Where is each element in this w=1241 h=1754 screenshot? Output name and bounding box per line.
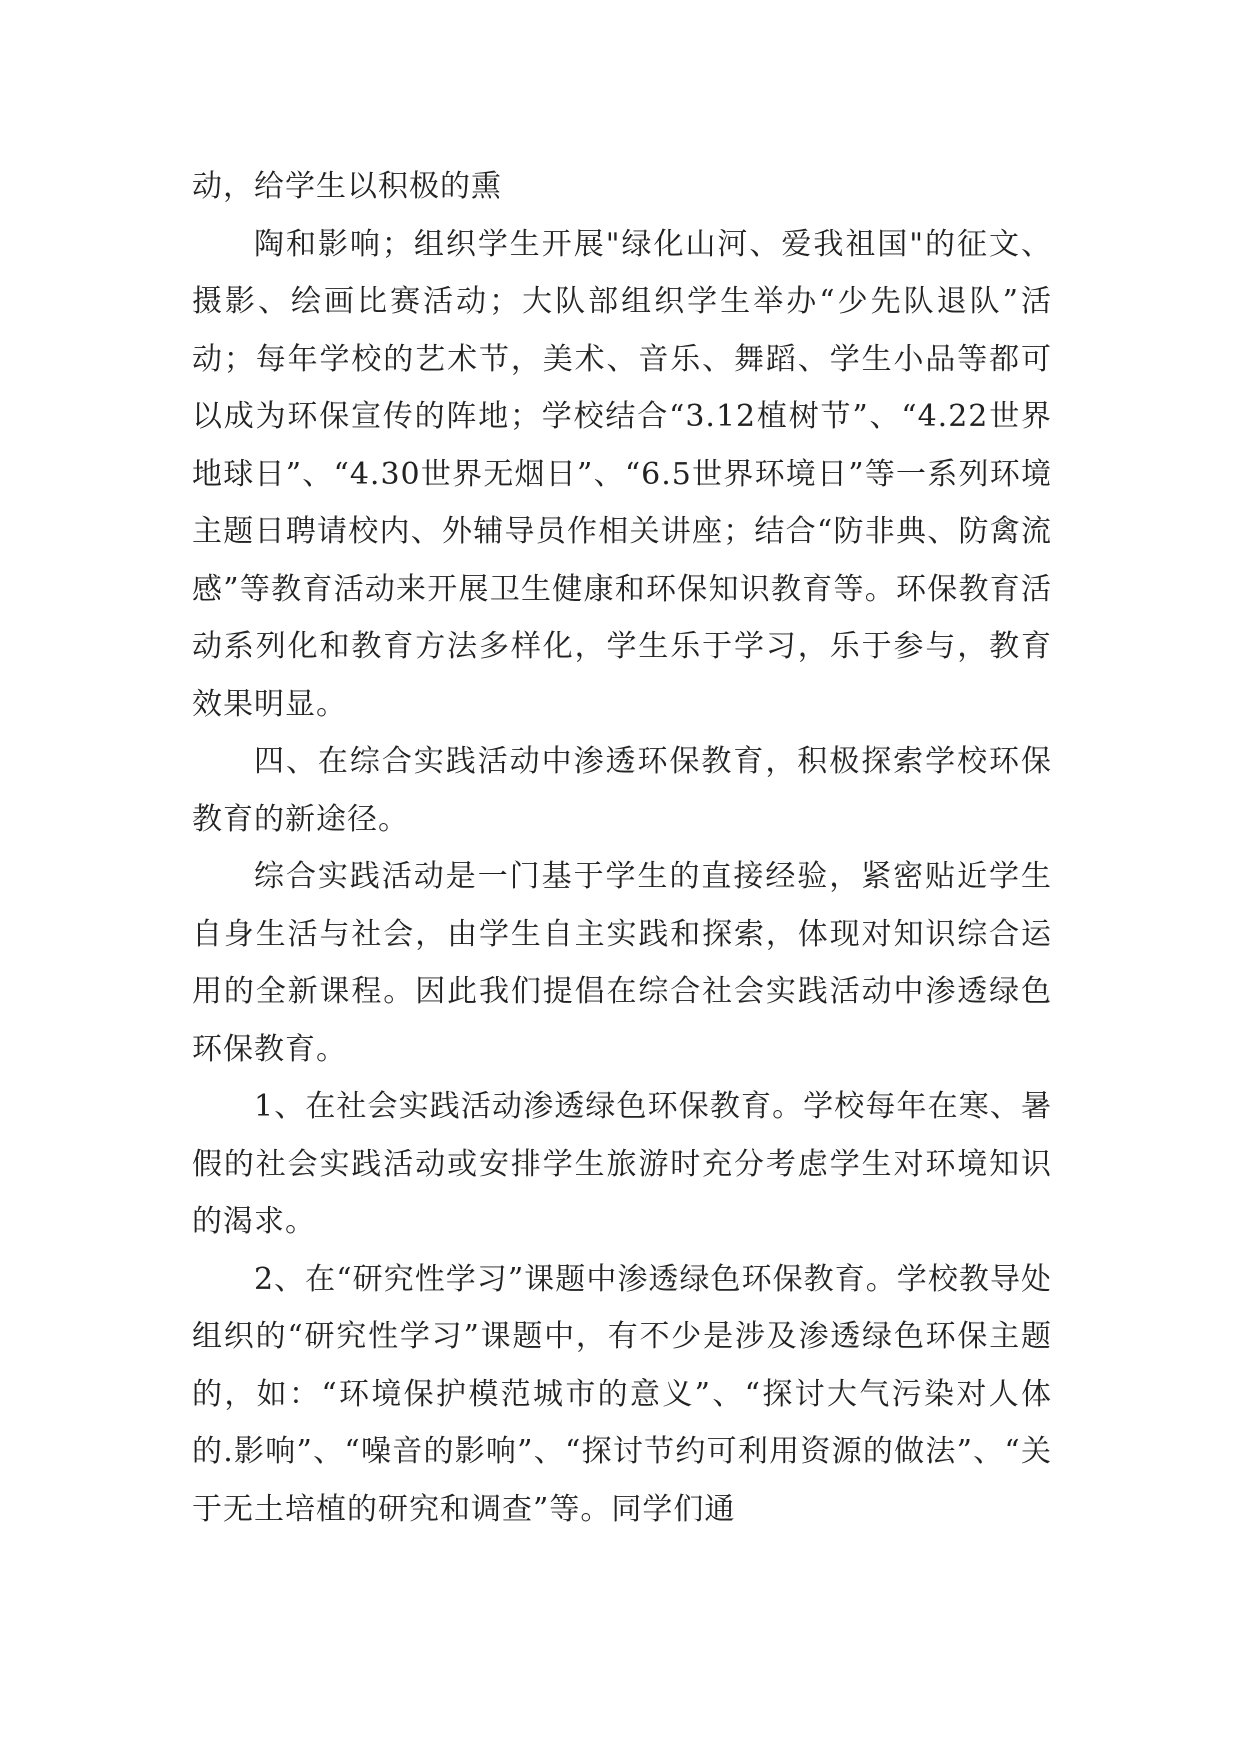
document-body bbox=[192, 158, 1052, 1538]
paragraph-practice-intro: 综合实践活动是一门基于学生的直接经验，紧密贴近学生自身生活与社会，由学生自主实践和探索，体现对知识综合运用的全新课程。因此我们提倡在综合社会实践活动中渗透绿色环保教育。 bbox=[192, 859, 1052, 1067]
list-item-1: 1、在社会实践活动渗透绿色环保教育。学校每年在寒、暑假的社会实践活动或安排学生旅游时充分考虑学生对环境知识的渴求。 bbox=[192, 1089, 1052, 1239]
paragraph-activities: 陶和影响；组织学生开展"绿化山河、爱我祖国"的征文、摄影、绘画比赛活动；大队部组织学生举办“少先队退队”活动；每年学校的艺术节，美术、音乐、舞蹈、学生小品等都可以成为环保宣传的阵地；学校结合“3.12植树节”、“4.22世界地球日”、“4.30世界无烟日”、“6.5世界环境日”等一系列环境主题日聘请校内、外辅导员作相关讲座；结合“防非典、防禽流感”等教育活动来开展卫生健康和环保知识教育等。环保教育活动系列化和教育方法多样化，学生乐于学习，乐于参与，教育效果明显。 bbox=[192, 226, 1052, 722]
list-item-2: 2、在“研究性学习”课题中渗透绿色环保教育。学校教导处组织的“研究性学习”课题中，有不少是涉及渗透绿色环保主题的，如：“环境保护模范城市的意义”、“探讨大气污染对人体的.影响”、“噪音的影响”、“探讨节约可利用资源的做法”、“关于无土培植的研究和调查”等。同学们通 bbox=[192, 1261, 1052, 1527]
section-heading-four: 四、在综合实践活动中渗透环保教育，积极探索学校环保教育的新途径。 bbox=[192, 744, 1052, 837]
paragraph-continuation: 动，给学生以积极的熏 bbox=[192, 169, 502, 204]
